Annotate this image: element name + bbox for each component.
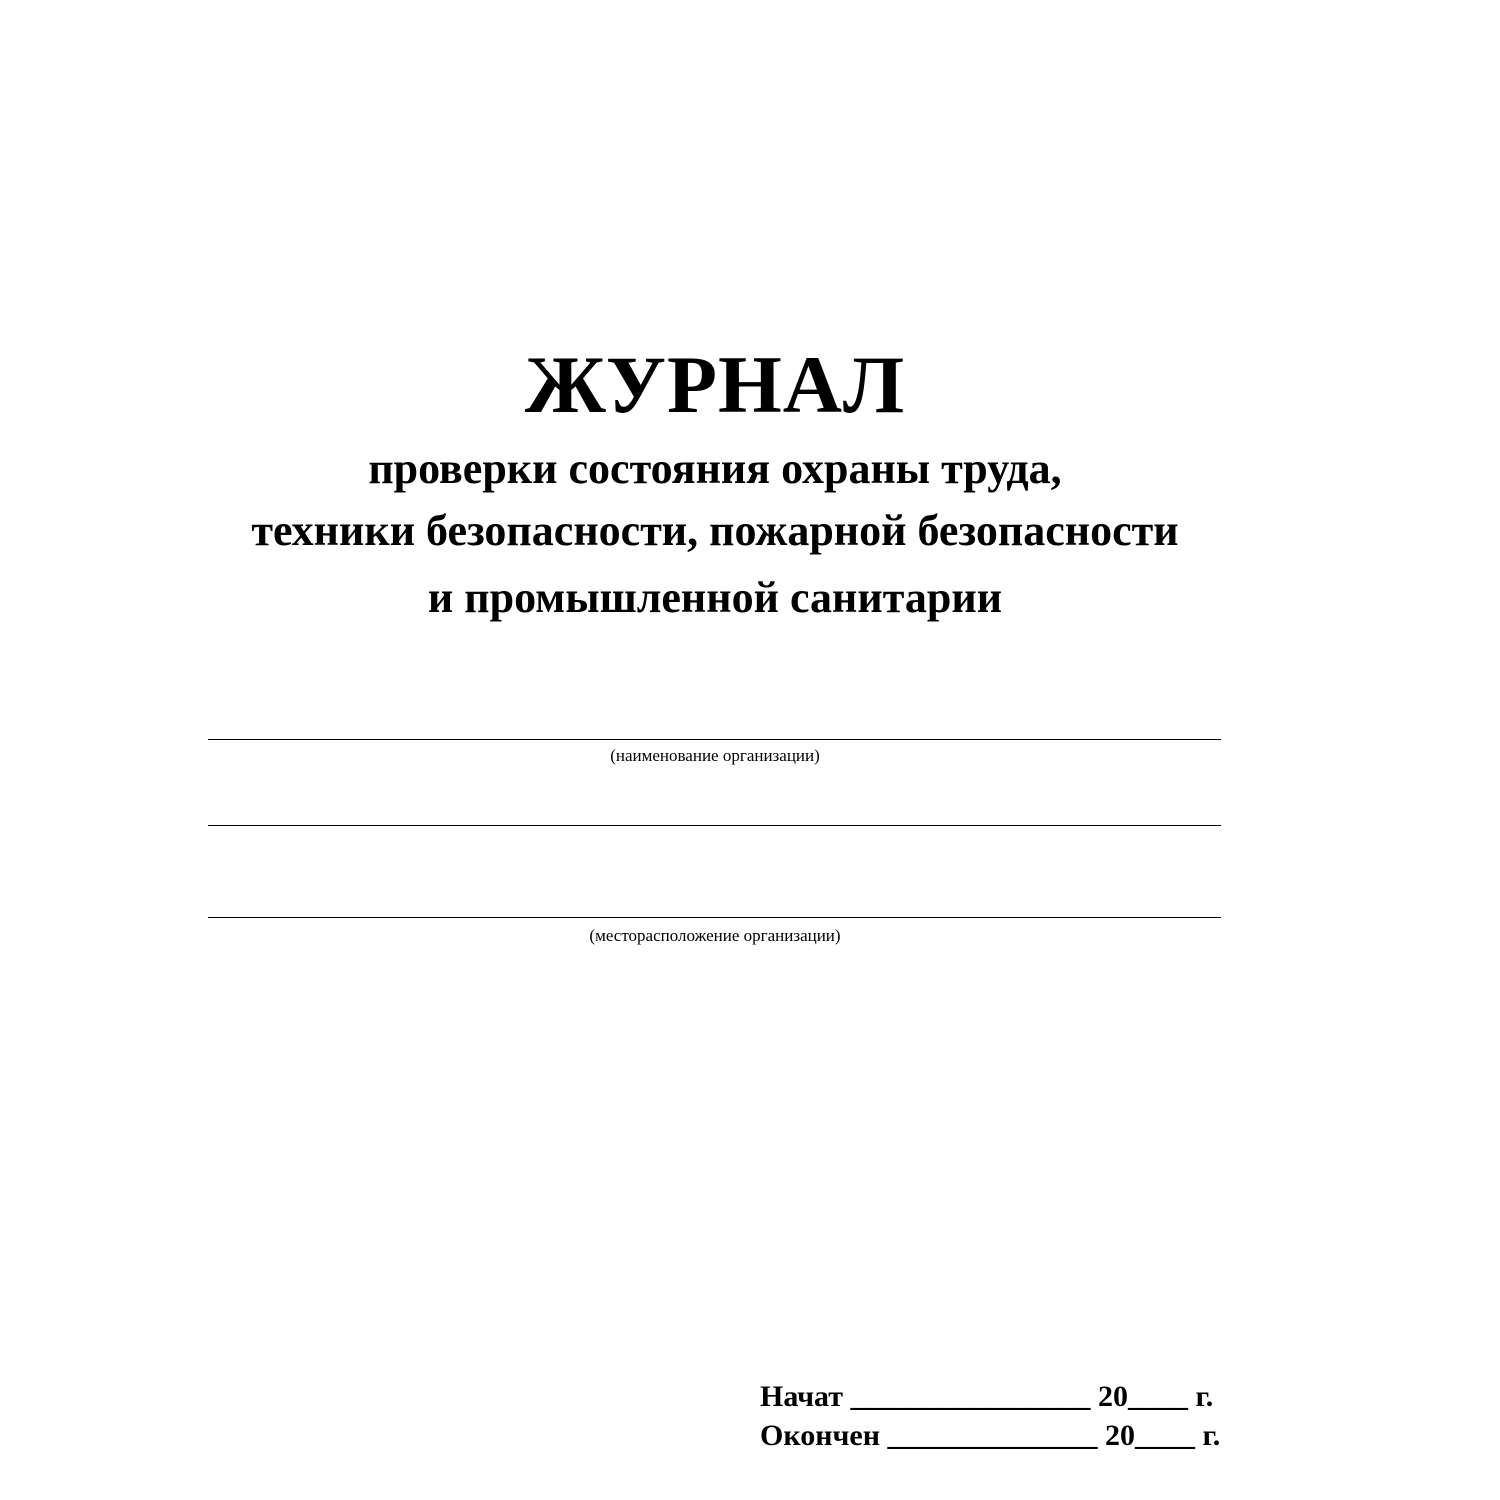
start-date-field[interactable]: Начат ________________ 20____ г. bbox=[760, 1380, 1214, 1413]
organization-location-line[interactable] bbox=[208, 917, 1221, 918]
subtitle-line-1: проверки состояния охраны труда, bbox=[368, 444, 1062, 493]
organization-name-caption: (наименование организации) bbox=[610, 746, 820, 765]
subtitle-line-3: и промышленной санитарии bbox=[427, 573, 1003, 622]
organization-extra-line[interactable] bbox=[208, 825, 1221, 826]
journal-title: ЖУРНАЛ bbox=[524, 339, 906, 430]
end-date-field[interactable]: Окончен ______________ 20____ г. bbox=[760, 1419, 1221, 1452]
organization-name-line[interactable] bbox=[208, 739, 1221, 740]
organization-location-caption: (месторасположение организации) bbox=[589, 926, 841, 945]
subtitle-line-2: техники безопасности, пожарной безопасности bbox=[251, 506, 1179, 555]
